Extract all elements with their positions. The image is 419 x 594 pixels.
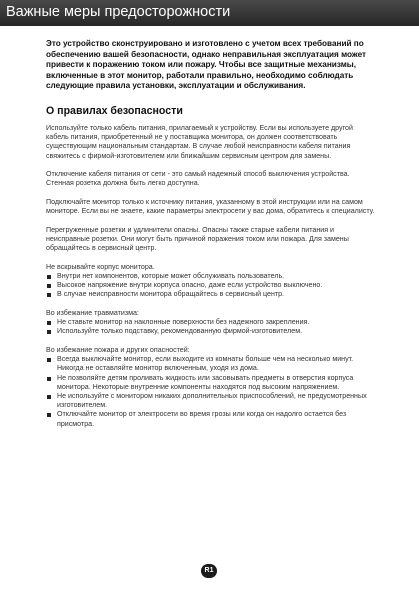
- list-intro: Во избежание пожара и других опасностей:: [46, 345, 190, 354]
- body-paragraph: Подключайте монитор только к источнику питания, указанному в этой инструкции или на самом мониторе. Если вы не знаете, какие параметры электросети у вас дома, обратитесь к специалисту.: [46, 197, 375, 216]
- bullet-icon: [47, 395, 51, 399]
- list-item-text: Не позволяйте детям проливать жидкость или засовывать предметы в отверстия корпуса монитора. Некоторые внутренние компоненты находятся под высоким напряжением.: [57, 373, 354, 391]
- bullet-list: [46, 318, 376, 336]
- bullet-icon: [47, 330, 51, 334]
- list-item: [46, 392, 376, 410]
- body-paragraph: Отключение кабеля питания от сети - это самый надежный способ выключения устройства. Стенная розетка должна быть легко доступна.: [46, 170, 350, 188]
- bullet-icon: [47, 275, 51, 279]
- page-number-badge: R1: [201, 564, 217, 578]
- content: [46, 39, 376, 438]
- bullet-list: [46, 355, 376, 429]
- list-item-text: В случае неисправности монитора обращайтесь в сервисный центр.: [57, 290, 285, 299]
- bullet-icon: [47, 413, 51, 417]
- list-item-text: Не используйте с монитором никаких дополнительных приспособлений, не предусмотренных изготовителем.: [57, 391, 367, 410]
- list-intro: Во избежание травматизма:: [46, 308, 139, 317]
- bullet-icon: [47, 293, 51, 297]
- body-paragraph: Перегруженные розетки и удлинители опасны. Опасны также старые кабели питания и неисправные розетки. Они могут быть причиной поражения током или пожара. Для замены обращайтесь в сервисный центр.: [46, 225, 349, 253]
- list-item: [46, 318, 376, 327]
- list-intro: Не вскрывайте корпус монитора.: [46, 262, 155, 271]
- list-item-text: Отключайте монитор от электросети во время грозы или когда он надолго остается без присмотра.: [57, 410, 347, 428]
- bullet-icon: [47, 358, 51, 362]
- list-item-text: Высокое напряжение внутри корпуса опасно, даже если устройство выключено.: [57, 281, 323, 290]
- list-item: [46, 281, 376, 290]
- bullet-icon: [47, 321, 51, 325]
- list-item-text: Всегда выключайте монитор, если выходите из комнаты больше чем на несколько минут. Никогда не оставляйте монитор включенным, уходя из дома.: [57, 355, 354, 373]
- list-item: [46, 355, 376, 373]
- body-paragraph: Используйте только кабель питания, прилагаемый к устройству. Если вы используете другой кабель питания, приобретенный не у поставщика монитора, он должен соответствовать существующим национальным стандартам. В случае любой неисправности кабеля питания свяжитесь с фирмой-изготовителем или ближайшим сервисным центром для замены.: [46, 123, 353, 160]
- bullet-icon: [47, 284, 51, 288]
- list-item: [46, 327, 376, 336]
- page-title: Важные меры предосторожности: [6, 4, 231, 20]
- section-title: О правилах безопасности: [46, 104, 183, 117]
- list-item: [46, 290, 376, 299]
- list-item: [46, 410, 376, 428]
- list-item-text: Внутри нет компонентов, которые может обслуживать пользователь.: [57, 271, 285, 280]
- list-item-text: Не ставьте монитор на наклонные поверхности без надежного закрепления.: [57, 318, 310, 327]
- bullet-list: [46, 272, 376, 300]
- intro-paragraph: Это устройство сконструировано и изготовлено с учетом всех требований по обеспечению вашей безопасности, однако неправильная эксплуатация может привести к поражению током или пожару. Чтобы все защитные механизмы, включенные в этот монитор, работали правильно, необходимо соблюдать следующие правила установки, эксплуатации и обслуживания.: [46, 39, 367, 91]
- bullet-icon: [47, 377, 51, 381]
- header-bar: [0, 0, 419, 26]
- list-item: [46, 374, 376, 392]
- list-item: [46, 272, 376, 281]
- list-item-text: Используйте только подставку, рекомендованную фирмой-изготовителем.: [57, 327, 303, 336]
